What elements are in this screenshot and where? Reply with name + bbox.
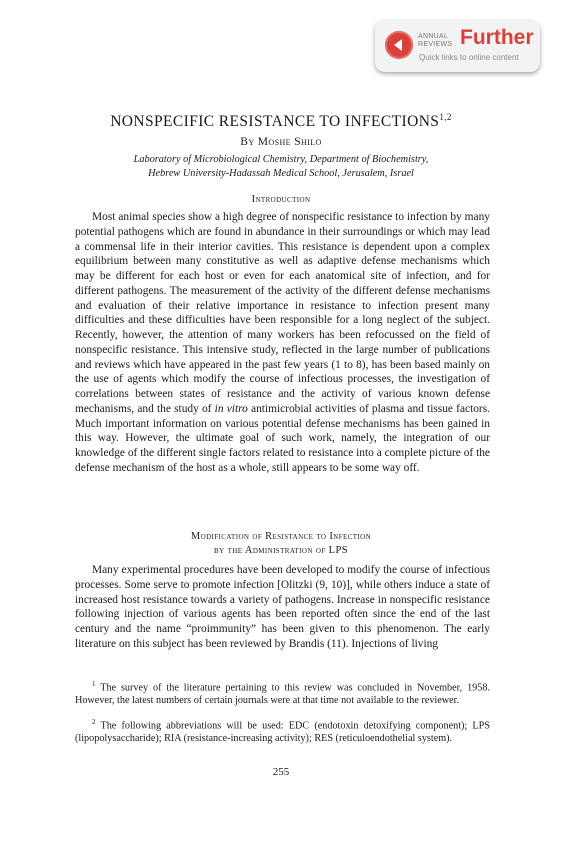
quick-links-text: Quick links to online content [419, 53, 519, 62]
article-title: NONSPECIFIC RESISTANCE TO INFECTIONS$^{1,2}$ [110, 112, 452, 131]
footnote-2: $^2$ The following abbreviations will be used: EDC (endotoxin detoxifying component); LPS (lipopolysaccharide); RIA (resistance-increasing activity); RES (reticuloendothelial system). [75, 718, 490, 744]
introduction-paragraph: Most animal species show a high degree of nonspecific resistance to infection by many potential pathogens which are found in abundance in their surroundings or which may lead a commensal life in their interior cavities. This resistance is dependent upon a complex equilibrium between many constitutive as well as adaptive defense mechanisms which may be different for each host or even for each anatomical site of infection, and for different pathogens. The measurement of the activity of the different defense mechanisms and evaluation of their relative importance in resistance to infection present many difficulties and these difficulties have been responsible for a long neglect of the subject. Recently, however, the attention of many workers has been refocussed on the field of nonspecific resistance. This intensive study, reflected in the large number of publications and reviews which have appeared in the past few years (1 to 8), has been based mainly on the use of agents which modify the course of infectious processes, the investigation of correlations between states of resistance and the activity of various known defense mechanisms, and the study of in vitro antimicrobial activities of plasma and tissue factors. Much important information on various potential defense mechanisms has been gained in this way. However, the ultimate goal of such work, namely, the integration of our knowledge of the different single factors related to resistance into a complete picture of the defense mechanism of the host as a whole, still appears to be some way off. [75, 211, 490, 474]
further-label: Further [460, 26, 534, 49]
author-affiliation: Laboratory of Microbiological Chemistry, Department of Biochemistry, Hebrew University-Hadassah Medical School, Jerusalem, Israel [133, 154, 429, 179]
section-heading-modification: Modification of Resistance to Infection by the Administration of LPS [190, 531, 372, 556]
author-byline: By Moshe Shilo [240, 136, 322, 148]
section-heading-introduction: Introduction [251, 194, 311, 205]
modification-paragraph: Many experimental procedures have been developed to modify the course of infectious processes. Some serve to promote infection [Olitzki (9, 10)], while others induce a state of increased host resistance towards a variety of pathogens. Increase in nonspecific resistance following injection of various agents has been reported often since the end of the last century and the name “proimmunity” has been given to this phenomenon. The early literature on this subject has been reviewed by Brandis (11). Injections of living [75, 564, 490, 650]
page-number: 255 [272, 766, 290, 778]
footnote-1: $^1$ The survey of the literature pertaining to this review was concluded in November, 1958. However, the latest numbers of certain journals were at that time not available to the reviewer. [75, 680, 490, 706]
title-footnote-marks: 1,2 [439, 112, 452, 122]
play-left-icon [385, 31, 413, 59]
annual-reviews-further-banner[interactable] [375, 20, 540, 72]
annual-reviews-logo: ANNUAL REVIEWS [418, 33, 453, 48]
